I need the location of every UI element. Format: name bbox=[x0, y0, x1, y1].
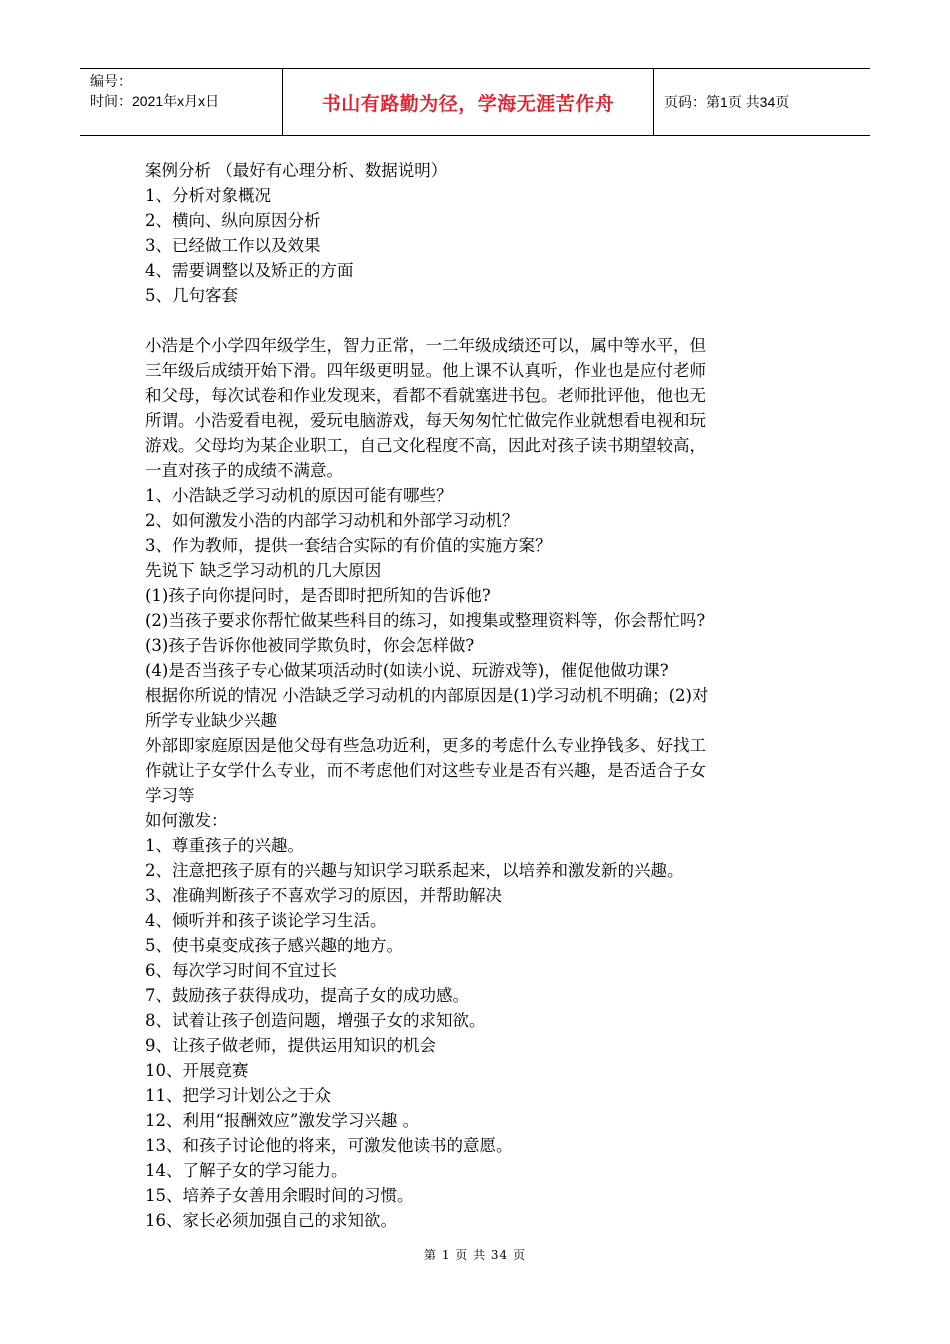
document-body bbox=[145, 158, 815, 1233]
method-item: 13、和孩子讨论他的将来，可激发他读书的意愿。 bbox=[145, 1136, 513, 1155]
method-item: 3、准确判断孩子不喜欢学习的原因，并帮助解决 bbox=[145, 886, 502, 905]
method-item: 1、尊重孩子的兴趣。 bbox=[145, 836, 304, 855]
method-item: 2、注意把孩子原有的兴趣与知识学习联系起来，以培养和激发新的兴趣。 bbox=[145, 861, 684, 880]
question-item: 3、作为教师，提供一套结合实际的有价值的实施方案？ bbox=[145, 536, 552, 555]
case-line: 游戏。父母均为某企业职工，自己文化程度不高，因此对孩子读书期望较高， bbox=[145, 436, 706, 455]
outline-heading: 案例分析 （最好有心理分析、数据说明） bbox=[145, 161, 448, 180]
method-item: 14、了解子女的学习能力。 bbox=[145, 1161, 348, 1180]
method-item: 16、家长必须加强自己的求知欲。 bbox=[145, 1211, 397, 1230]
method-item: 8、试着让孩子创造问题，增强子女的求知欲。 bbox=[145, 1011, 486, 1030]
header-page-info: 页码：第1页 共34页 bbox=[664, 94, 790, 110]
cause-item: (4)是否当孩子专心做某项活动时(如读小说、玩游戏等)，催促他做功课? bbox=[145, 661, 669, 680]
case-line: 和父母，每次试卷和作业发现来，看都不看就塞进书包。老师批评他，他也无 bbox=[145, 386, 706, 405]
document-date: 时间：2021年x月x日 bbox=[90, 93, 220, 109]
page-footer: 第 1 页 共 34 页 bbox=[424, 1248, 526, 1262]
method-item: 15、培养子女善用余暇时间的习惯。 bbox=[145, 1186, 414, 1205]
method-item: 5、使书桌变成孩子感兴趣的地方。 bbox=[145, 936, 403, 955]
case-line: 一直对孩子的成绩不满意。 bbox=[145, 461, 343, 480]
question-item: 1、小浩缺乏学习动机的原因可能有哪些？ bbox=[145, 486, 453, 505]
analysis-line: 作就让子女学什么专业，而不考虑他们对这些专业是否有兴趣，是否适合子女 bbox=[145, 761, 706, 780]
analysis-line: 所学专业缺少兴趣 bbox=[145, 711, 277, 730]
cause-item: (3)孩子告诉你他被同学欺负时，你会怎样做? bbox=[145, 636, 475, 655]
cause-item: (1)孩子向你提问时，是否即时把所知的告诉他? bbox=[145, 586, 491, 605]
methods-heading: 如何激发： bbox=[145, 811, 228, 830]
method-item: 6、每次学习时间不宜过长 bbox=[145, 961, 337, 980]
causes-heading: 先说下 缺乏学习动机的几大原因 bbox=[145, 561, 382, 580]
analysis-line: 外部即家庭原因是他父母有些急功近利，更多的考虑什么专业挣钱多、好找工 bbox=[145, 736, 706, 755]
analysis-line: 学习等 bbox=[145, 786, 195, 805]
outline-item: 5、几句客套 bbox=[145, 286, 238, 305]
case-line: 所谓。小浩爱看电视，爱玩电脑游戏，每天匆匆忙忙做完作业就想看电视和玩 bbox=[145, 411, 706, 430]
page-header bbox=[80, 68, 870, 136]
case-line: 三年级后成绩开始下滑。四年级更明显。他上课不认真听，作业也是应付老师 bbox=[145, 361, 706, 380]
header-meta bbox=[80, 69, 283, 135]
case-description bbox=[145, 333, 815, 483]
method-item: 12、利用“报酬效应”激发学习兴趣 。 bbox=[145, 1111, 420, 1130]
analysis-line: 根据你所说的情况 小浩缺乏学习动机的内部原因是(1)学习动机不明确；(2)对 bbox=[145, 686, 709, 705]
outline-item: 4、需要调整以及矫正的方面 bbox=[145, 261, 354, 280]
outline-item: 2、横向、纵向原因分析 bbox=[145, 211, 321, 230]
analysis-section bbox=[145, 483, 815, 1233]
method-item: 10、开展竞赛 bbox=[145, 1061, 249, 1080]
document-number-label: 编号： bbox=[90, 73, 132, 89]
cause-item: (2)当孩子要求你帮忙做某些科目的练习，如搜集或整理资料等，你会帮忙吗? bbox=[145, 611, 706, 630]
method-item: 7、鼓励孩子获得成功，提高子女的成功感。 bbox=[145, 986, 469, 1005]
outline-section bbox=[145, 158, 815, 308]
method-item: 11、把学习计划公之于众 bbox=[145, 1086, 331, 1105]
question-item: 2、如何激发小浩的内部学习动机和外部学习动机？ bbox=[145, 511, 519, 530]
outline-item: 3、已经做工作以及效果 bbox=[145, 236, 321, 255]
method-item: 4、倾听并和孩子谈论学习生活。 bbox=[145, 911, 387, 930]
header-motto: 书山有路勤为径，学海无涯苦作舟 bbox=[283, 69, 654, 135]
outline-item: 1、分析对象概况 bbox=[145, 186, 271, 205]
method-item: 9、让孩子做老师，提供运用知识的机会 bbox=[145, 1036, 436, 1055]
paragraph-spacer bbox=[145, 308, 815, 333]
case-line: 小浩是个小学四年级学生，智力正常，一二年级成绩还可以，属中等水平，但 bbox=[145, 336, 706, 355]
